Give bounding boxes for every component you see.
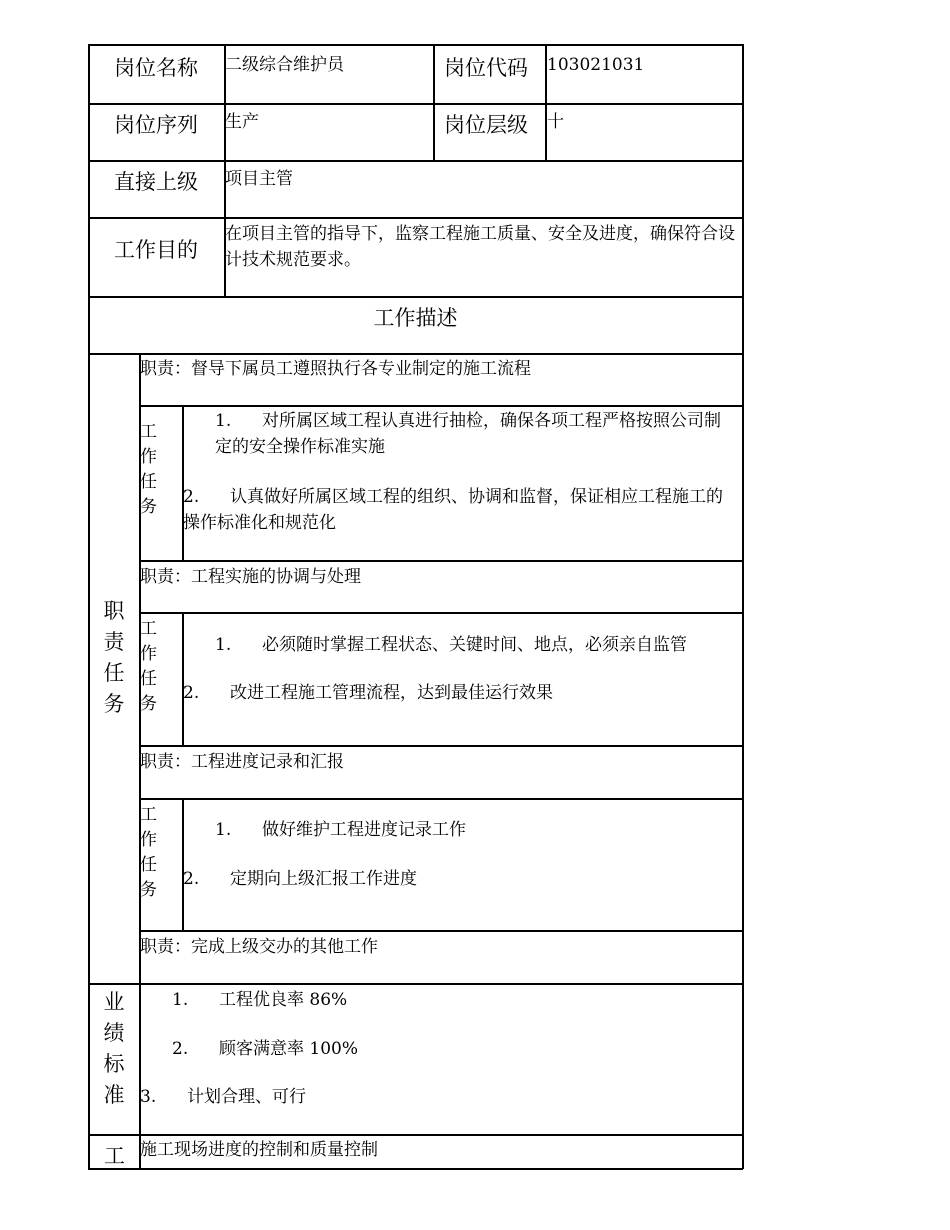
table-border-top <box>88 44 743 46</box>
row-divider <box>139 560 743 562</box>
task-text: 必须随时掌握工程状态、关键时间、地点，必须亲自监管 <box>262 635 687 655</box>
row-divider <box>88 217 743 219</box>
task-number: 1. <box>215 635 232 655</box>
duty-title: 职责：督导下属员工遵照执行各专业制定的施工流程 <box>140 359 531 379</box>
performance-text: 顾客满意率 100% <box>219 1039 359 1059</box>
task-text: 对所属区域工程认真进行抽检，确保各项工程严格按照公司制定的安全操作标准实施 <box>215 411 721 457</box>
purpose-value: 在项目主管的指导下，监察工程施工质量、安全及进度，确保符合设计技术规范要求。 <box>225 224 735 270</box>
row-divider <box>88 1134 743 1136</box>
position-code-value: 103021031 <box>547 55 645 75</box>
task-number: 2. <box>183 869 200 889</box>
row-divider <box>139 612 743 614</box>
row-divider <box>139 745 743 747</box>
performance-number: 3. <box>140 1087 157 1107</box>
performance-text: 工程优良率 86% <box>219 990 348 1010</box>
position-level-label: 岗位层级 <box>444 113 528 137</box>
row-divider <box>139 405 743 407</box>
position-code-label: 岗位代码 <box>444 56 528 80</box>
task-number: 1. <box>215 411 232 431</box>
performance-item <box>172 1036 732 1062</box>
table-border-left <box>88 44 90 1169</box>
purpose-label: 工作目的 <box>114 238 198 262</box>
performance-label: 业绩标准 <box>103 990 125 1107</box>
supervisor-value: 项目主管 <box>225 169 293 189</box>
task-item <box>183 484 737 536</box>
task-text: 定期向上级汇报工作进度 <box>230 869 417 889</box>
row-divider <box>139 930 743 932</box>
table-border-right <box>742 44 744 1169</box>
task-label: 工作任务 <box>140 619 157 714</box>
performance-text: 计划合理、可行 <box>187 1087 306 1107</box>
performance-item <box>172 987 732 1013</box>
position-name-value: 二级综合维护员 <box>225 55 344 75</box>
task-item <box>215 817 735 843</box>
duty-title: 职责：工程实施的协调与处理 <box>140 567 361 587</box>
task-text: 改进工程施工管理流程，达到最佳运行效果 <box>230 683 553 703</box>
col-divider <box>433 44 435 161</box>
task-number: 2. <box>183 487 200 507</box>
duties-label: 职责任务 <box>103 599 125 716</box>
task-text: 认真做好所属区域工程的组织、协调和监督，保证相应工程施工的操作标准化和规范化 <box>183 487 723 533</box>
performance-number: 2. <box>172 1039 189 1059</box>
row-divider <box>88 353 743 355</box>
task-label: 工作任务 <box>140 805 157 900</box>
position-name-label: 岗位名称 <box>114 56 198 80</box>
col-divider <box>182 612 184 746</box>
task-item <box>215 408 735 460</box>
row-divider <box>88 160 743 162</box>
last-row-label: 工 <box>104 1144 125 1168</box>
row-divider <box>88 103 743 105</box>
table-border-bottom <box>88 1168 743 1170</box>
position-level-value: 十 <box>547 112 564 132</box>
col-divider <box>182 798 184 931</box>
task-label: 工作任务 <box>140 422 157 517</box>
duty-title: 职责：完成上级交办的其他工作 <box>140 937 378 957</box>
last-row-value: 施工现场进度的控制和质量控制 <box>140 1140 378 1160</box>
task-number: 1. <box>215 820 232 840</box>
task-number: 2. <box>183 683 200 703</box>
position-series-value: 生产 <box>225 112 259 132</box>
col-divider <box>182 405 184 561</box>
supervisor-label: 直接上级 <box>114 170 198 194</box>
task-text: 做好维护工程进度记录工作 <box>262 820 466 840</box>
performance-number: 1. <box>172 990 189 1010</box>
task-item <box>215 632 735 658</box>
row-divider <box>88 983 743 985</box>
position-series-label: 岗位序列 <box>114 113 198 137</box>
row-divider <box>88 296 743 298</box>
task-item <box>183 866 737 892</box>
description-title: 工作描述 <box>373 306 458 330</box>
duty-title: 职责：工程进度记录和汇报 <box>140 752 344 772</box>
row-divider <box>139 798 743 800</box>
performance-item <box>140 1084 732 1110</box>
task-item <box>183 680 737 706</box>
